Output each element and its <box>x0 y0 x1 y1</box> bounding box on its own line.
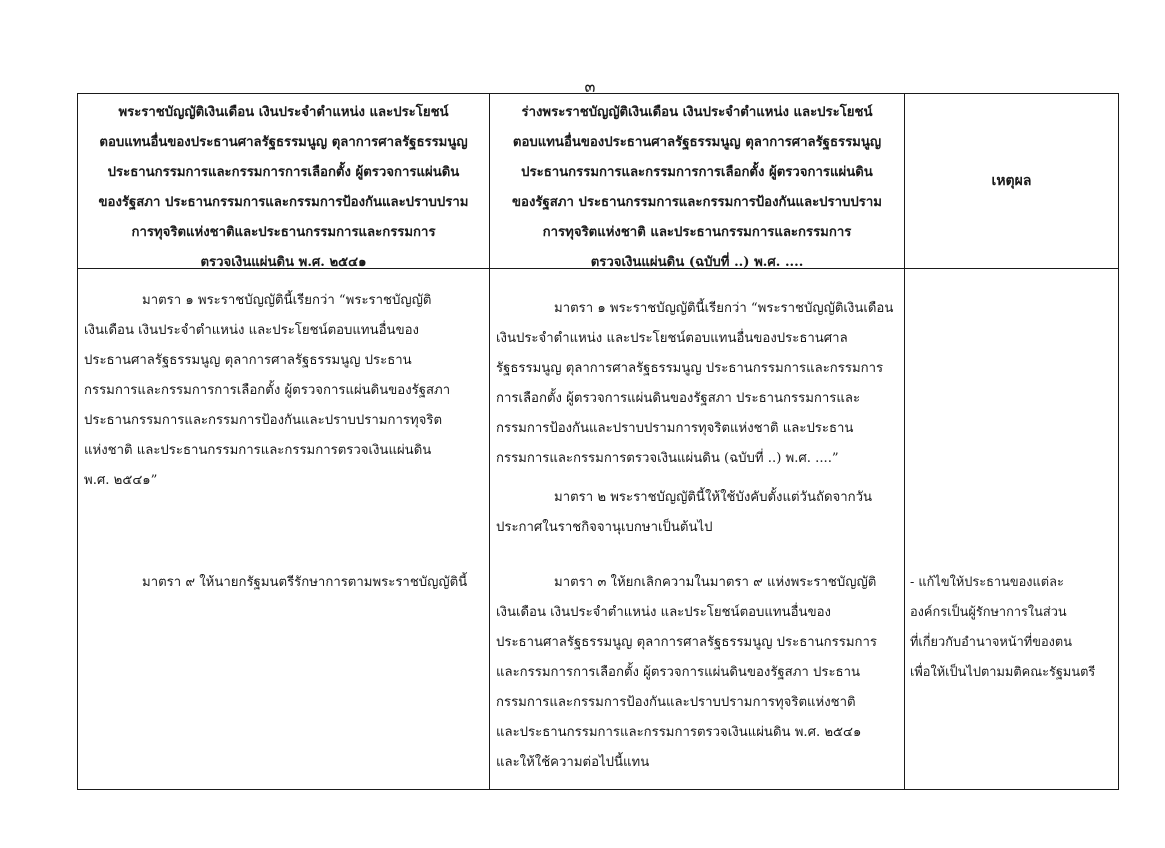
header-line: การทุจริตแห่งชาติ และประธานกรรมการและกรรมการ <box>542 225 852 240</box>
text-line: มาตรา ๑ พระราชบัญญัตินี้เรียกว่า “พระราชบัญญัติ <box>142 293 432 308</box>
comparison-table <box>77 93 1119 790</box>
header-current-act <box>78 94 489 268</box>
text-line: ประธานศาลรัฐธรรมนูญ ตุลาการศาลรัฐธรรมนูญ ประธาน <box>84 353 412 368</box>
header-line: พระราชบัญญัติเงินเดือน เงินประจำตำแหน่ง และประโยชน์ <box>118 105 449 120</box>
header-draft-act <box>490 94 904 268</box>
text-line: แห่งชาติ และประธานกรรมการและกรรมการตรวจเงินแผ่นดิน <box>84 443 432 458</box>
header-line: ร่างพระราชบัญญัติเงินเดือน เงินประจำตำแหน่ง และประโยชน์ <box>521 105 873 120</box>
text-line: เงินเดือน เงินประจำตำแหน่ง และประโยชน์ตอบแทนอื่นของ <box>84 323 419 338</box>
text-line: เงินเดือน เงินประจำตำแหน่ง และประโยชน์ตอบแทนอื่นของ <box>496 605 831 620</box>
text-line: ที่เกี่ยวกับอำนาจหน้าที่ของตน <box>910 635 1072 650</box>
text-line: รัฐธรรมนูญ ตุลาการศาลรัฐธรรมนูญ ประธานกรรมการและกรรมการ <box>496 361 884 376</box>
header-line: ประธานกรรมการและกรรมการการเลือกตั้ง ผู้ตรวจการแผ่นดิน <box>521 165 873 180</box>
draft-act-section-1 <box>496 294 900 474</box>
text-line: มาตรา ๙ ให้นายกรัฐมนตรีรักษาการตามพระราชบัญญัตินี้ <box>142 575 468 590</box>
text-line: ประธานศาลรัฐธรรมนูญ ตุลาการศาลรัฐธรรมนูญ ประธานกรรมการ <box>496 635 877 650</box>
header-reason: เหตุผล <box>991 173 1032 189</box>
text-line: องค์กรเป็นผู้รักษาการในส่วน <box>910 605 1067 620</box>
text-line: และกรรมการการเลือกตั้ง ผู้ตรวจการแผ่นดินของรัฐสภา ประธาน <box>496 665 861 680</box>
text-line: ประกาศในราชกิจจานุเบกษาเป็นต้นไป <box>496 520 713 535</box>
header-line: ของรัฐสภา ประธานกรรมการและกรรมการป้องกันและปราบปราม <box>512 195 882 210</box>
bottom-rule-segment <box>432 789 476 790</box>
text-line: กรรมการป้องกันและปราบปรามการทุจริตแห่งชาติ และประธาน <box>496 421 854 436</box>
text-line: และให้ใช้ความต่อไปนี้แทน <box>496 755 650 770</box>
text-line: - แก้ไขให้ประธานของแต่ละ <box>910 575 1064 590</box>
text-line: เพื่อให้เป็นไปตามมติคณะรัฐมนตรี <box>910 665 1096 680</box>
text-line: กรรมการและกรรมการป้องกันและปราบปรามการทุจริตแห่งชาติ <box>496 695 856 710</box>
reason-section-3 <box>910 568 1116 688</box>
header-line: ตรวจเงินแผ่นดิน (ฉบับที่ ..) พ.ศ. .... <box>590 255 804 270</box>
draft-act-section-3 <box>496 568 900 778</box>
header-line: ตรวจเงินแผ่นดิน พ.ศ. ๒๕๔๑ <box>200 255 367 270</box>
current-act-section-1 <box>84 286 484 496</box>
text-line: มาตรา ๒ พระราชบัญญัตินี้ให้ใช้บังคับตั้งแต่วันถัดจากวัน <box>554 490 873 505</box>
page-number: ๓ <box>584 77 596 96</box>
bottom-rule-segment <box>702 789 744 790</box>
text-line: กรรมการและกรรมการการเลือกตั้ง ผู้ตรวจการแผ่นดินของรัฐสภา <box>84 383 451 398</box>
header-line: ตอบแทนอื่นของประธานศาลรัฐธรรมนูญ ตุลาการศาลรัฐธรรมนูญ <box>512 135 882 150</box>
text-line: พ.ศ. ๒๕๔๑” <box>84 473 158 488</box>
header-line: ตอบแทนอื่นของประธานศาลรัฐธรรมนูญ ตุลาการศาลรัฐธรรมนูญ <box>99 135 468 150</box>
text-line: ประธานกรรมการและกรรมการป้องกันและปราบปรามการทุจริต <box>84 413 443 428</box>
header-line: ประธานกรรมการและกรรมการการเลือกตั้ง ผู้ตรวจการแผ่นดิน <box>107 165 460 180</box>
text-line: มาตรา ๑ พระราชบัญญัตินี้เรียกว่า “พระราชบัญญัติเงินเดือน <box>554 301 894 316</box>
text-line: กรรมการและกรรมการตรวจเงินแผ่นดิน (ฉบับที่ ..) พ.ศ. ....” <box>496 451 839 466</box>
header-line: ของรัฐสภา ประธานกรรมการและกรรมการป้องกันและปราบปราม <box>98 195 469 210</box>
text-line: การเลือกตั้ง ผู้ตรวจการแผ่นดินของรัฐสภา ประธานกรรมการและ <box>496 391 861 406</box>
text-line: เงินประจำตำแหน่ง และประโยชน์ตอบแทนอื่นของประธานศาล <box>496 331 848 346</box>
draft-act-section-2 <box>496 483 900 543</box>
text-line: และประธานกรรมการและกรรมการตรวจเงินแผ่นดิน พ.ศ. ๒๕๔๑ <box>496 725 862 740</box>
current-act-section-9 <box>84 568 484 598</box>
header-line: การทุจริตแห่งชาติและประธานกรรมการและกรรมการ <box>131 225 436 240</box>
text-line: มาตรา ๓ ให้ยกเลิกความในมาตรา ๙ แห่งพระราชบัญญัติ <box>554 575 877 590</box>
